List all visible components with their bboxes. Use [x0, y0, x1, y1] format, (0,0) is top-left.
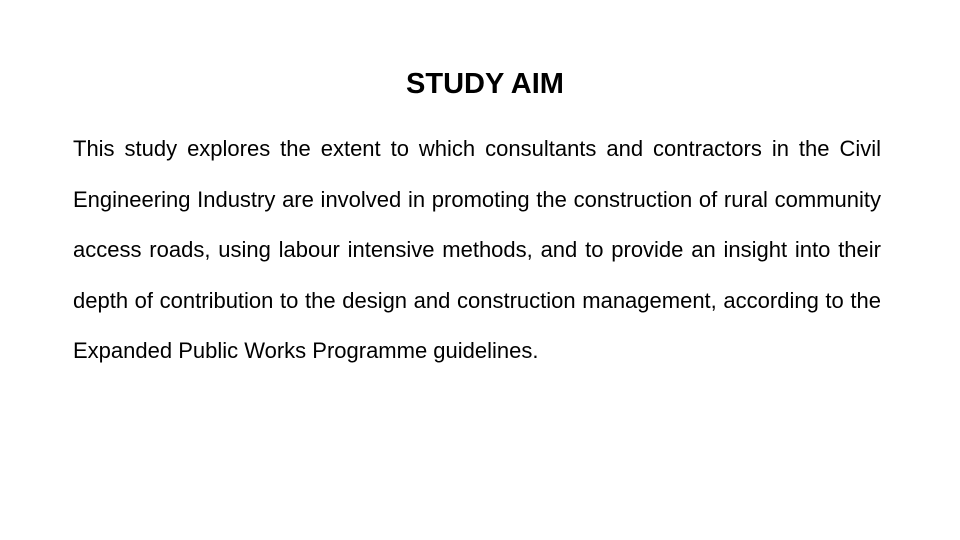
- slide-body-text: This study explores the extent to which consultants and contractors in the Civil Engineering Industry are involved in promoting the construction of rural community access roads, using labour intensive methods, and to provide an insight into their depth of contribution to the design and construction management, according to the Expanded Public Works Programme guidelines.: [73, 136, 881, 363]
- slide-title: STUDY AIM: [406, 68, 564, 100]
